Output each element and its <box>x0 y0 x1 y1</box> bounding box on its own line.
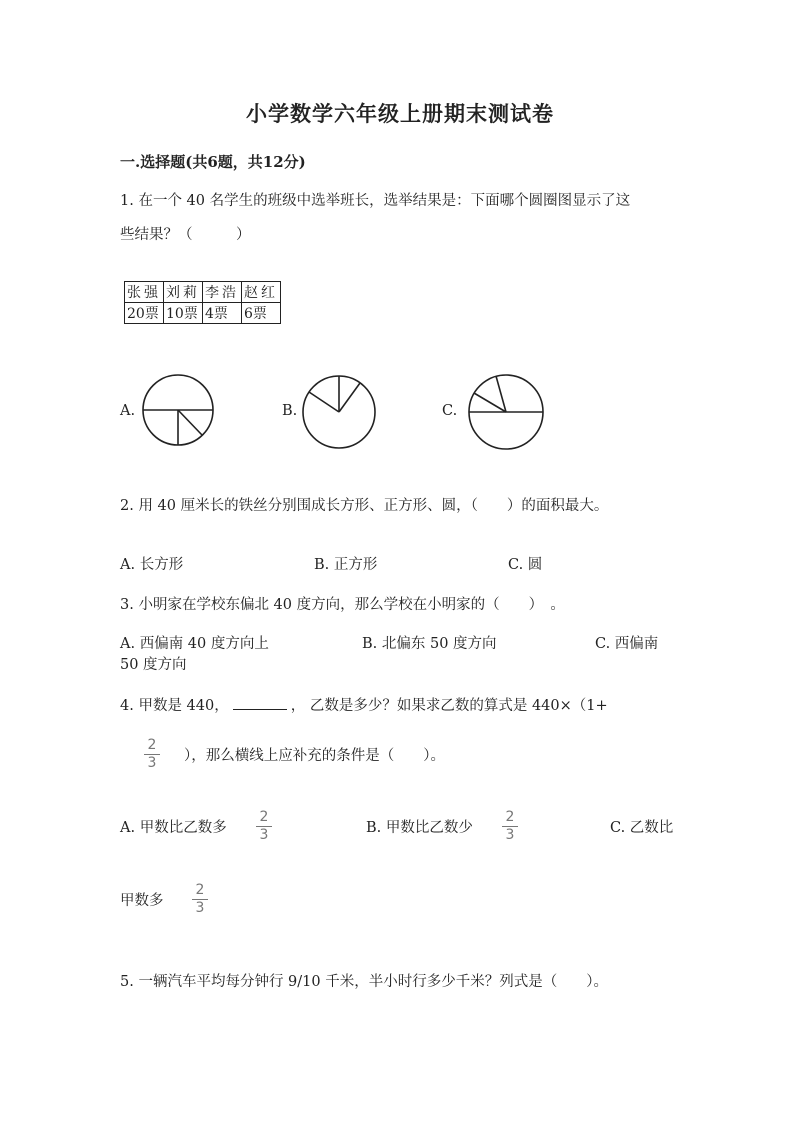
q1-text-line1: 1. 在一个 40 名学生的班级中选举班长，选举结果是：下面哪个圆圈图显示了这 <box>120 193 631 209</box>
q1-option-c-label: C. <box>442 403 458 419</box>
page-title: 小学数学六年级上册期末测试卷 <box>246 101 554 126</box>
vote-table <box>124 281 281 324</box>
q4-text-part1: 4. 甲数是 440， <box>120 698 229 714</box>
q4-text-part2: ， 乙数是多少？如果求乙数的算式是 440×（1+ <box>290 698 608 714</box>
pie-diagram-a <box>140 372 216 448</box>
q4-option-c-continued: 甲数多 <box>120 893 164 909</box>
q4-fraction <box>142 738 162 771</box>
q1-option-b-label: B. <box>282 403 298 419</box>
vote-name-cell: 张强 <box>125 282 164 303</box>
q2-option-a: A. 长方形 <box>120 557 184 573</box>
pie-diagram-c <box>466 373 546 451</box>
q4-answer-blank <box>233 697 287 710</box>
q1-option-a-label: A. <box>120 403 136 419</box>
q2-option-c: C. 圆 <box>508 557 543 573</box>
q4-option-a: A. 甲数比乙数多 <box>120 820 227 836</box>
q3-text: 3. 小明家在学校东偏北 40 度方向，那么学校在小明家的（ ） 。 <box>120 597 565 613</box>
pie-diagram-b <box>300 374 378 450</box>
fraction-numerator: 2 <box>147 737 157 753</box>
q1-text-line2: 些结果？（ ） <box>120 227 251 243</box>
vote-name-cell: 刘莉 <box>164 282 203 303</box>
q4-option-c: C. 乙数比 <box>610 820 674 836</box>
q3-option-c-continued: 50 度方向 <box>120 657 187 673</box>
q4-text-line1 <box>120 694 608 715</box>
vote-count-cell: 4票 <box>203 303 242 324</box>
vote-name-cell: 李浩 <box>203 282 242 303</box>
fraction-denominator: 3 <box>147 755 157 771</box>
q5-text: 5. 一辆汽车平均每分钟行 9/10 千米，半小时行多少千米？列式是（ ）。 <box>120 974 608 990</box>
vote-count-cell: 6票 <box>242 303 281 324</box>
vote-count-cell: 10票 <box>164 303 203 324</box>
vote-count-cell: 20票 <box>125 303 164 324</box>
q4-option-b: B. 甲数比乙数少 <box>366 820 473 836</box>
q3-option-b: B. 北偏东 50 度方向 <box>362 636 497 652</box>
q4-option-b-fraction: 2 3 <box>500 810 520 843</box>
vote-name-cell: 赵红 <box>242 282 281 303</box>
q3-option-c: C. 西偏南 <box>595 636 659 652</box>
q3-option-a: A. 西偏南 40 度方向上 <box>120 636 269 652</box>
section-heading: 一.选择题(共6题，共12分) <box>120 153 306 171</box>
q4-text-line2: ），那么横线上应补充的条件是（ ）。 <box>184 748 445 764</box>
q4-option-a-fraction: 2 3 <box>254 810 274 843</box>
q2-option-b: B. 正方形 <box>314 557 378 573</box>
q2-text: 2. 用 40 厘米长的铁丝分别围成长方形、正方形、圆，（ ）的面积最大。 <box>120 498 609 514</box>
q4-option-c-fraction: 2 3 <box>190 883 210 916</box>
